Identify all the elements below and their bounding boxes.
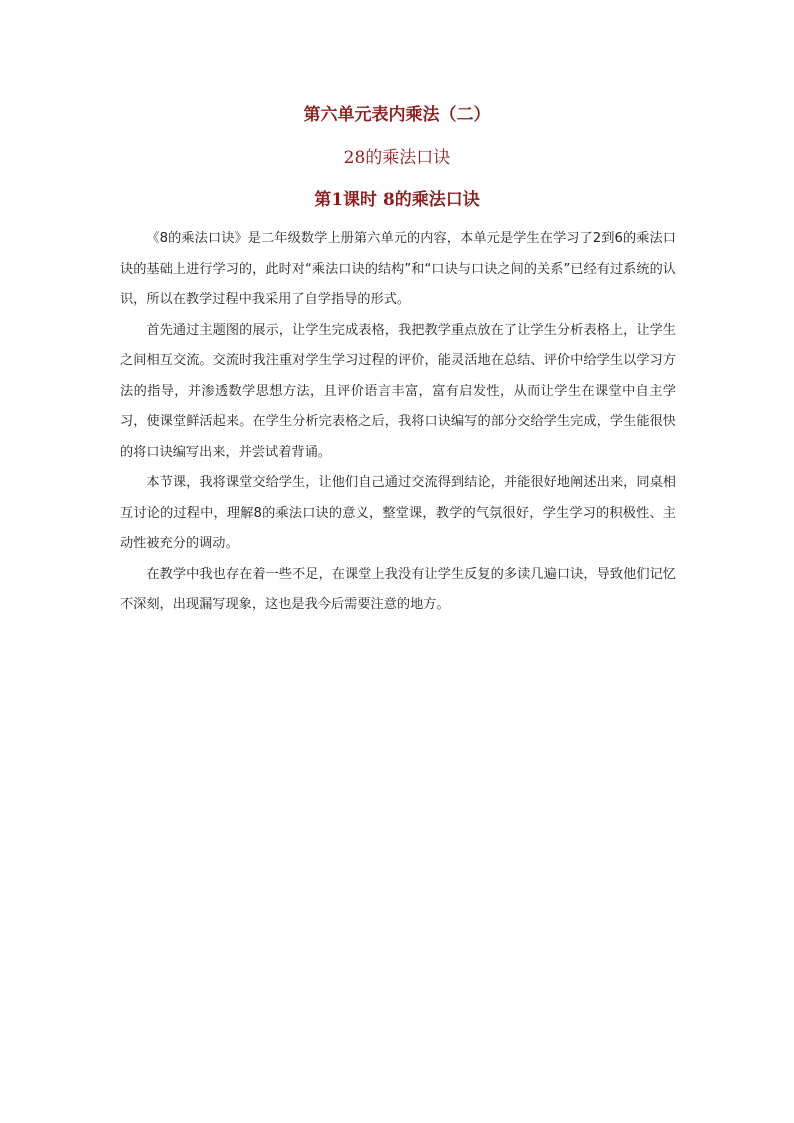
paragraph: 首先通过主题图的展示，让学生完成表格，我把教学重点放在了让学生分析表格上，让学生之间相互交流。交流时我注重对学生学习过程的评价，能灵活地在总结、评价中给学生以学习方法的指导，并渗透数学思想方法，且评价语言丰富，富有启发性，从而让学生在课堂中自主学习，使课堂鲜活起来。在学生分析完表格之后，我将口诀编写的部分交给学生完成，学生能很快的将口诀编写出来，并尝试着背诵。: [120, 322, 676, 460]
paragraph: 本节课，我将课堂交给学生，让他们自己通过交流得到结论，并能很好地阐述出来，同桌相互讨论的过程中，理解8的乘法口诀的意义，整堂课，教学的气氛很好，学生学习的积极性、主动性被充分的调动。: [120, 475, 676, 551]
paragraph: 在教学中我也存在着一些不足，在课堂上我没有让学生反复的多读几遍口诀，导致他们记忆不深刻，出现漏写现象，这也是我今后需要注意的地方。: [120, 566, 676, 612]
paragraph: 《8的乘法口诀》是二年级数学上册第六单元的内容，本单元是学生在学习了2到6的乘法口诀的基础上进行学习的，此时对“乘法口诀的结构”和“口诀与口诀之间的关系”已经有过系统的认识，所以在教学过程中我采用了自学指导的形式。: [120, 231, 676, 307]
lesson-title: 第1课时 8的乘法口诀: [314, 190, 480, 210]
unit-title: 第六单元表内乘法（二）: [303, 105, 491, 125]
document-body: [120, 224, 676, 621]
section-title: 28的乘法口诀: [343, 148, 451, 168]
